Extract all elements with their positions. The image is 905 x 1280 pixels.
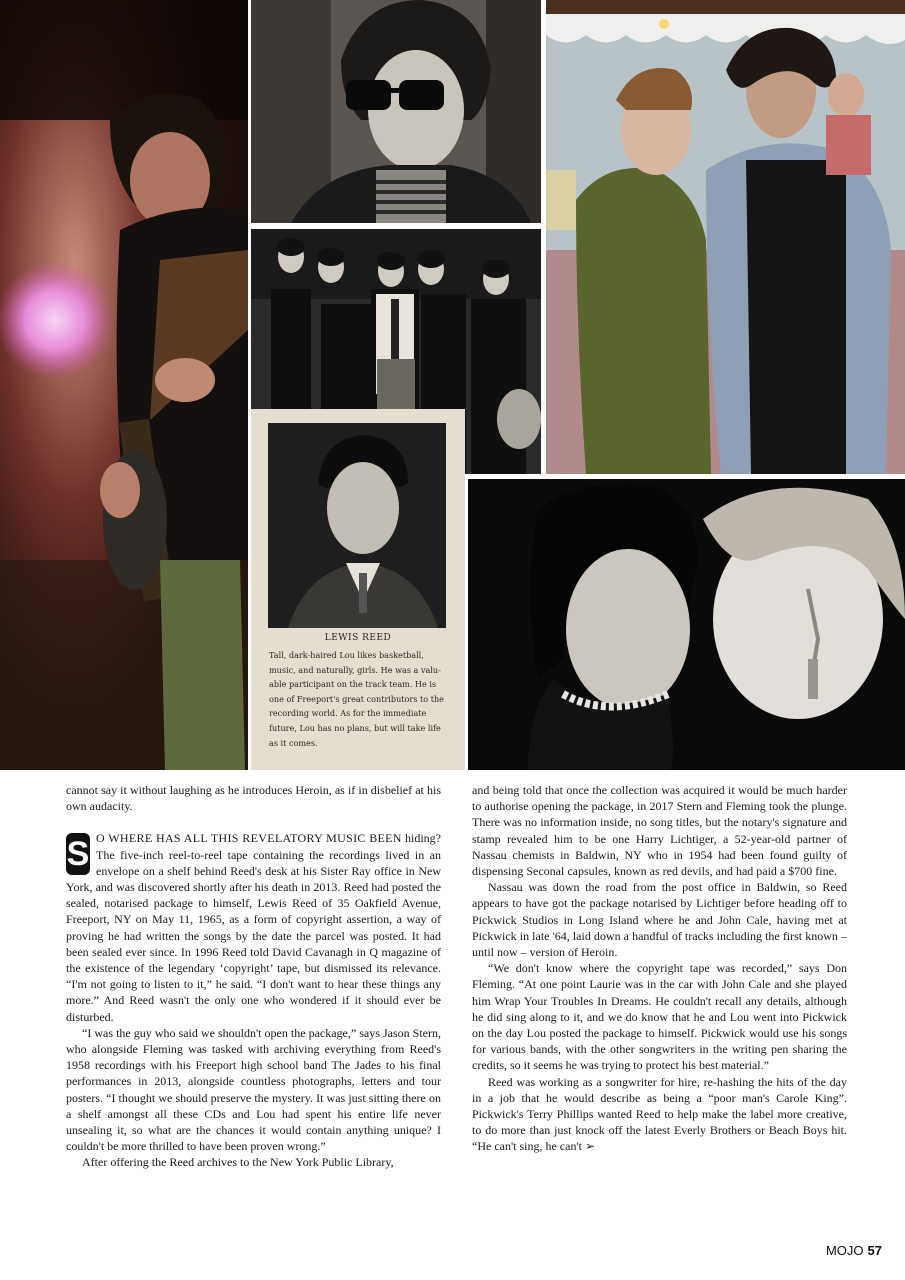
yearbook-line: recording world. As for the immediate	[269, 708, 427, 719]
drop-cap: S	[66, 835, 90, 874]
magazine-name: MOJO	[825, 1243, 864, 1258]
continue-arrow-icon: ➢	[584, 1139, 596, 1154]
photo-live-performance	[0, 0, 248, 770]
article-paragraph: “We don't know where the copyright tape was recorded,” says Don Fleming. “At one point Laurie was in the car with John Cale and she played him Wrap Your Troubles In Dreams. He couldn't recall any details, although he did sing along to it, and we do know that he and Lou went into Pickwick on the day Lou posted the package to himself. Pickwick would use his songs for various bands, with the other songwriters in the writing pen sharing the credits, so it seems he was trying to protect his best material.”	[472, 961, 847, 1073]
photo-closeup-pair	[468, 479, 905, 770]
article-column-left	[66, 782, 441, 1171]
yearbook-portrait	[268, 423, 446, 628]
yearbook-line: one of Freeport's great contributors to the	[269, 693, 444, 704]
yearbook-line: as it comes.	[269, 737, 318, 748]
yearbook-line: future, Lou has no plans, but will take life	[269, 722, 441, 733]
yearbook-caption	[269, 648, 451, 750]
article-paragraph-opening	[66, 830, 441, 1024]
article-paragraph: Nassau was down the road from the post office in Baldwin, so Reed appears to have got the package notarised by Lichtiger before heading off to Pickwick Studios in Long Island where he and John Cale, having met at Pickwick in late '64, laid down a handful of tracks including the first known – until now – version of Heroin.	[472, 880, 847, 960]
yearbook-line: able participant on the track team. He is	[269, 679, 437, 690]
yearbook-line: music, and naturally, girls. He was a valu-	[269, 664, 441, 675]
yearbook-name: LEWIS REED	[324, 633, 392, 643]
photo-sunglasses-portrait	[251, 0, 541, 223]
yearbook-clipping	[251, 409, 465, 770]
article-paragraph: After offering the Reed archives to the New York Public Library,	[82, 1155, 394, 1170]
lead-in-caps: O WHERE HAS ALL THIS REVELATORY MUSIC BEEN	[96, 831, 402, 846]
paragraph-text: hiding? The five-inch reel-to-reel tape containing the recordings lived in an envelope on a shelf behind Reed's desk at his Sister Ray office in New York, and was discovered shortly after his death in 2013. Reed had posted the sealed, notarised package to himself, Lewis Reed of 35 Oakfield Avenue, Freeport, NY on May 11, 1965, as a form of copyright assertion, a way of proving he had written the songs by the date the parcel was posted. It had been sealed ever since. In 1996 Reed told David Cavanagh in Q magazine of the existence of the legendary ‘copyright’ tape, but dismissed its relevance. “I'm not going to listen to it,” he said. “I don't want to hear these things any more.” And Reed wasn't the only one who wondered if it should ever be disturbed.	[66, 831, 442, 1024]
paragraph-text: Reed was working as a songwriter for hire, re-hashing the hits of the day in a job that he would describe as being a “poor man's Carole King”. Pickwick's Terry Phillips wanted Reed to help make the label more creative, to do more than just knock off the latest Everly Brothers or Beach Boys hit. “He can't sing, he can't	[472, 1074, 847, 1154]
yearbook-line: Tall, dark-haired Lou likes basketball,	[269, 650, 424, 660]
page-number: 57	[867, 1243, 882, 1258]
article-paragraph: cannot say it without laughing as he introduces Heroin, as if in disbelief at his own audacity.	[66, 783, 441, 814]
page-folio	[826, 1243, 882, 1258]
article-paragraph: and being told that once the collection was acquired it would be much harder to authorise opening the package, in 2017 Stern and Fleming took the plunge. There was no information inside, no song titles, but the notary's signature and stamp revealed him to be one Harry Lichtiger, a 52-year-old partner of Nassau chemists in Baldwin, NY who in 1954 had been found guilty of dispensing Seconal capsules, known as red devils, and had paid a $700 fine.	[472, 783, 847, 879]
article-column-right	[472, 782, 847, 1155]
article-paragraph-last	[472, 1074, 847, 1155]
article-paragraph: “I was the guy who said we shouldn't open the package,” says Jason Stern, who alongside Fleming was tasked with archiving everything from Reed's 1958 recordings with his Freeport high school band The Jades to his final performances in 2013, alongside countless photographs, letters and tour posters. “I thought we should preserve the mystery. It was just sitting there on a shelf amongst all these CDs and Lou had spent his entire life never unsealing it, so what are the chances it would contain anything unique? I couldn't be more thrilled to have been proven wrong.”	[66, 1025, 441, 1154]
photo-couple-event	[546, 0, 905, 474]
